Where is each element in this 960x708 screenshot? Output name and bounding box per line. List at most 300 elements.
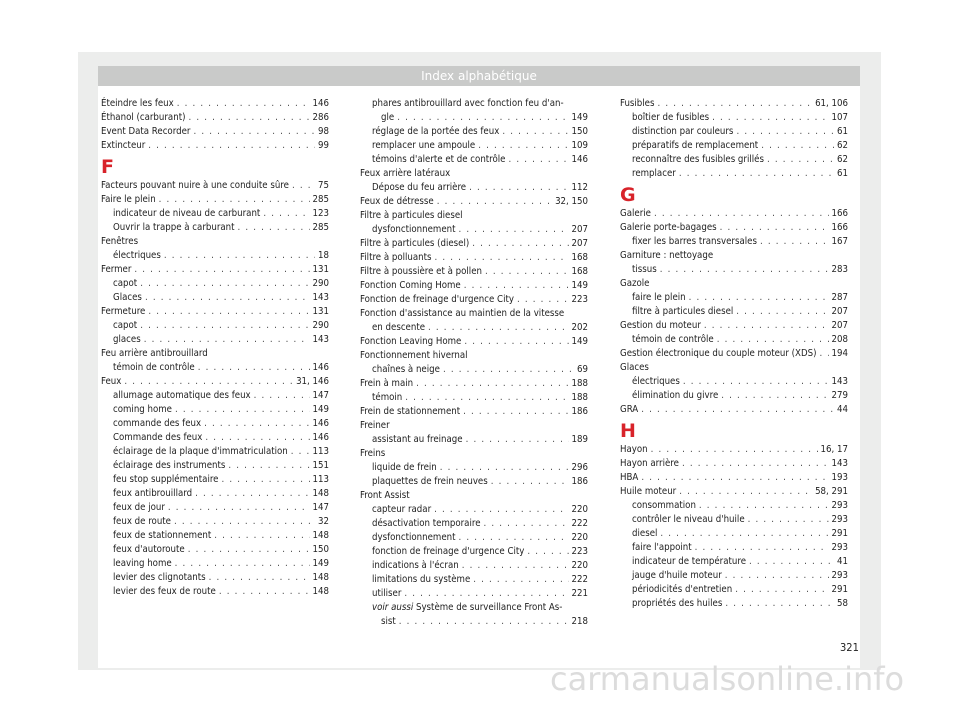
index-entry [101, 263, 329, 277]
index-entry [360, 181, 588, 195]
index-entry-term: Filtre à particules (diesel) [360, 238, 470, 249]
index-entry-page[interactable]: 207 [831, 320, 848, 331]
index-entry-page[interactable]: 279 [831, 390, 848, 401]
index-entry-page[interactable]: 75 [318, 180, 329, 191]
index-entry-term: Ouvrir la trappe à carburant [113, 222, 235, 233]
index-entry-leader [736, 305, 828, 319]
index-entry-term: Filtre à poussière et à pollen [360, 266, 482, 277]
index-entry-term: reconnaître des fusibles grillés [632, 154, 764, 165]
index-entry-leader [416, 377, 568, 391]
index-entry-leader [463, 405, 568, 419]
index-entry-term: Dépose du feu arrière [372, 182, 467, 193]
index-entry [360, 279, 588, 293]
index-entry [360, 209, 588, 223]
index-entry-term: capteur radar [372, 504, 432, 515]
index-entry [101, 125, 329, 139]
index-entry [101, 375, 329, 389]
index-entry-page[interactable]: 222 [571, 518, 588, 529]
index-entry-page[interactable]: 202 [571, 322, 588, 333]
index-entry-term: Glaces [620, 362, 649, 373]
index-entry-page[interactable]: 149 [312, 558, 329, 569]
index-entry-term: Freins [360, 448, 386, 459]
index-entry [360, 363, 588, 377]
index-entry-term: périodicités d'entretien [632, 584, 733, 595]
index-entry-leader [704, 319, 829, 333]
index-entry-page[interactable]: 148 [312, 530, 329, 541]
index-entry [620, 499, 848, 513]
index-column-1 [101, 97, 329, 599]
index-entry-leader [749, 555, 834, 569]
index-entry-leader [725, 597, 834, 611]
index-entry [101, 417, 329, 431]
index-entry-term: feux antibrouillard [113, 488, 193, 499]
index-entry-page[interactable]: 223 [571, 294, 588, 305]
index-entry-page[interactable]: 41 [837, 556, 848, 567]
index-entry-leader [228, 459, 309, 473]
index-entry [620, 513, 848, 527]
index-entry-page[interactable]: 168 [571, 252, 588, 263]
index-entry-page[interactable]: 285 [312, 194, 329, 205]
index-entry-term: commande des feux [113, 418, 202, 429]
index-entry [101, 445, 329, 459]
index-entry-page[interactable]: 146 [312, 98, 329, 109]
index-entry-leader [399, 615, 569, 629]
index-entry-term: liquide de frein [372, 462, 437, 473]
index-entry-page[interactable]: 113 [312, 446, 329, 457]
index-entry-page[interactable]: 99 [318, 140, 329, 151]
index-entry-term: désactivation temporaire [372, 518, 481, 529]
index-entry-page[interactable]: 149 [312, 404, 329, 415]
index-entry-term: Frein à main [360, 378, 414, 389]
index-entry [101, 585, 329, 599]
index-entry [620, 583, 848, 597]
index-entry-page[interactable]: 166 [831, 208, 848, 219]
index-entry [360, 265, 588, 279]
index-entry-term: gle [381, 112, 395, 123]
index-entry-term: électriques [632, 376, 680, 387]
index-entry-leader [238, 221, 310, 235]
index-entry-leader [679, 167, 834, 181]
index-entry [101, 207, 329, 221]
index-entry-page[interactable]: 194 [831, 348, 848, 359]
index-entry-page[interactable]: 188 [571, 392, 588, 403]
index-entry-page[interactable]: 113 [312, 474, 329, 485]
index-entry-leader [517, 293, 569, 307]
index-entry [360, 489, 588, 503]
index-entry [360, 405, 588, 419]
index-entry [360, 531, 588, 545]
index-entry-leader [654, 207, 829, 221]
index-entry-leader [148, 139, 315, 153]
index-entry-term: Hayon arrière [620, 458, 679, 469]
index-entry-page[interactable]: 189 [571, 434, 588, 445]
index-entry-term: GRA [620, 404, 639, 415]
index-entry-leader [219, 585, 310, 599]
index-entry-term: contrôler le niveau d'huile [632, 514, 745, 525]
index-entry-page[interactable]: 147 [312, 502, 329, 513]
index-entry [360, 111, 588, 125]
index-entry-term: Event Data Recorder [101, 126, 191, 137]
index-entry-term: coming home [113, 404, 172, 415]
index-entry-term: feux de route [113, 516, 171, 527]
index-entry-term: Commande des feux [113, 432, 203, 443]
index-entry [620, 471, 848, 485]
index-entry-leader [174, 515, 315, 529]
index-entry-page[interactable]: 291 [831, 528, 848, 539]
index-entry [360, 321, 588, 335]
index-entry-term: dysfonctionnement [372, 532, 456, 543]
index-entry-leader [145, 291, 310, 305]
index-entry [360, 601, 588, 615]
index-entry [620, 221, 848, 235]
index-entry-term: tissus [632, 264, 657, 275]
index-entry-leader [175, 403, 310, 417]
index-entry-term: Fonction d'assistance au maintien de la vitesse [360, 308, 565, 319]
index-entry [620, 361, 848, 375]
index-column-3 [620, 97, 848, 611]
index-entry-page[interactable]: 207 [831, 306, 848, 317]
index-entry [620, 443, 848, 457]
index-entry-leader [204, 417, 309, 431]
index-section-letter: F [101, 156, 114, 178]
index-entry-leader [144, 333, 310, 347]
index-entry [101, 389, 329, 403]
index-entry [101, 557, 329, 571]
index-entry [101, 277, 329, 291]
watermark: carmanualsonline.info [550, 660, 905, 698]
index-entry-term: Faire le plein [101, 194, 156, 205]
index-entry-leader [164, 249, 315, 263]
index-entry-page[interactable]: 218 [571, 616, 588, 627]
index-entry-leader [205, 431, 309, 445]
index-entry-term: Filtre à polluants [360, 252, 432, 263]
index-entry-term: Gazole [620, 278, 650, 289]
index-entry-term: HBA [620, 472, 639, 483]
index-entry-page[interactable]: 291 [831, 584, 848, 595]
index-entry-page[interactable]: 146 [312, 432, 329, 443]
index-entry-page[interactable]: 146 [312, 362, 329, 373]
index-entry-leader [660, 263, 829, 277]
index-entry-leader [134, 263, 309, 277]
index-entry-leader [464, 335, 568, 349]
index-entry [360, 419, 588, 433]
index-entry-page[interactable]: 58 [837, 598, 848, 609]
index-entry-page[interactable]: 131 [312, 306, 329, 317]
index-entry-leader [443, 363, 574, 377]
index-entry-page[interactable]: 220 [571, 504, 588, 515]
index-entry-leader [195, 487, 309, 501]
index-entry-term: fixer les barres transversales [632, 236, 757, 247]
index-entry-term: levier des clignotants [113, 572, 206, 583]
index-entry-page[interactable]: 151 [312, 460, 329, 471]
index-entry-page[interactable]: 293 [831, 514, 848, 525]
index-entry-term: Galerie porte-bagages [620, 222, 717, 233]
index-entry [101, 291, 329, 305]
index-entry-page[interactable]: 44 [837, 404, 848, 415]
index-entry-leader [736, 125, 834, 139]
index-entry-term: Fonction de freinage d'urgence City [360, 294, 514, 305]
index-entry-leader [177, 97, 310, 111]
index-entry-page[interactable]: 168 [571, 266, 588, 277]
index-entry-term: Gestion électronique du couple moteur (XDS) [620, 348, 817, 359]
index-entry [360, 139, 588, 153]
index-entry-term: électriques [113, 250, 161, 261]
index-entry-page[interactable]: 193 [831, 472, 848, 483]
index-entry [620, 305, 848, 319]
index-entry-leader [124, 375, 293, 389]
index-entry-leader [214, 529, 309, 543]
index-entry-term: élimination du givre [632, 390, 719, 401]
index-entry-leader [434, 503, 568, 517]
index-entry-page[interactable]: 109 [571, 140, 588, 151]
index-entry-leader [188, 111, 309, 125]
index-entry-term: assistant au freinage [372, 434, 463, 445]
index-entry-page[interactable]: 98 [318, 126, 329, 137]
index-entry-term: utiliser [372, 588, 402, 599]
index-entry-page[interactable]: 112 [571, 182, 588, 193]
index-entry [620, 207, 848, 221]
index-entry-page[interactable]: 286 [312, 112, 329, 123]
index-entry-page[interactable]: 283 [831, 264, 848, 275]
index-entry-page[interactable]: 208 [831, 334, 848, 345]
index-entry-page[interactable]: 207 [571, 238, 588, 249]
index-entry-leader [641, 471, 828, 485]
index-section-letter: G [620, 184, 636, 206]
index-entry [101, 473, 329, 487]
index-entry-term: préparatifs de remplacement [632, 140, 759, 151]
index-entry-leader [679, 485, 812, 499]
index-entry-page[interactable]: 296 [571, 462, 588, 473]
index-entry-page[interactable]: 148 [312, 572, 329, 583]
index-entry [360, 195, 588, 209]
index-entry-leader [712, 111, 828, 125]
index-entry-leader [198, 361, 310, 375]
index-entry [101, 515, 329, 529]
index-entry [360, 433, 588, 447]
index-entry-page[interactable]: 293 [831, 500, 848, 511]
index-entry-term: capot [113, 320, 138, 331]
index-entry [101, 361, 329, 375]
index-entry-page[interactable]: 220 [571, 560, 588, 571]
index-entry-page[interactable]: 222 [571, 574, 588, 585]
index-entry [360, 223, 588, 237]
index-entry-leader [721, 389, 828, 403]
index-entry-term: faire le plein [632, 292, 686, 303]
index-entry-term: diesel [632, 528, 658, 539]
index-entry-term: Freiner [360, 420, 390, 431]
index-entry-page[interactable]: 149 [571, 336, 588, 347]
index-entry-page[interactable]: 186 [571, 406, 588, 417]
index-entry-page[interactable]: 188 [571, 378, 588, 389]
index-entry-page[interactable]: 61 [837, 126, 848, 137]
index-entry-term: Fonction Leaving Home [360, 336, 462, 347]
index-entry-leader [699, 499, 829, 513]
index-entry-leader [459, 531, 569, 545]
index-entry-term: remplacer [632, 168, 676, 179]
index-entry-page[interactable]: 69 [577, 364, 588, 375]
index-entry-leader [641, 403, 834, 417]
index-entry-term: voir aussi Système de surveillance Front As- [372, 602, 563, 613]
index-entry-term: feu stop supplémentaire [113, 474, 219, 485]
index-entry [101, 139, 329, 153]
index-entry-page[interactable]: 32 [318, 516, 329, 527]
index-entry-term: chaînes à neige [372, 364, 440, 375]
index-entry-page[interactable]: 131 [312, 264, 329, 275]
index-entry [101, 431, 329, 445]
index-entry-term: indicateur de température [632, 556, 747, 567]
index-entry-page[interactable]: 150 [571, 126, 588, 137]
index-entry-leader [193, 125, 315, 139]
index-entry [620, 249, 848, 263]
index-entry-page[interactable]: 290 [312, 320, 329, 331]
index-entry [360, 573, 588, 587]
index-entry [360, 517, 588, 531]
index-entry-leader [159, 193, 310, 207]
index-entry-page[interactable]: 107 [831, 112, 848, 123]
index-entry-page[interactable]: 143 [831, 376, 848, 387]
index-entry-leader [462, 559, 569, 573]
index-entry-page[interactable]: 61, 106 [815, 98, 848, 109]
index-entry-leader [464, 279, 569, 293]
index-entry-term: propriétés des huiles [632, 598, 723, 609]
index-entry-term: boîtier de fusibles [632, 112, 710, 123]
index-entry-leader [254, 389, 310, 403]
index-entry-leader [469, 181, 568, 195]
index-entry-page[interactable]: 61 [837, 168, 848, 179]
index-entry-page[interactable]: 293 [831, 542, 848, 553]
index-entry-page[interactable]: 221 [571, 588, 588, 599]
index-entry-leader [527, 545, 568, 559]
index-entry [360, 153, 588, 167]
index-entry-term: Galerie [620, 208, 651, 219]
index-entry [620, 139, 848, 153]
index-entry [620, 111, 848, 125]
index-entry-page[interactable]: 186 [571, 476, 588, 487]
index-entry [360, 97, 588, 111]
index-entry-page[interactable]: 167 [831, 236, 848, 247]
index-entry-term: témoin de contrôle [632, 334, 714, 345]
index-entry-leader [485, 265, 569, 279]
index-entry [620, 569, 848, 583]
index-entry-page[interactable]: 146 [571, 154, 588, 165]
index-entry-term: témoin de contrôle [113, 362, 195, 373]
index-entry-leader [689, 291, 829, 305]
index-entry-page[interactable]: 58, 291 [815, 486, 848, 497]
index-entry [360, 237, 588, 251]
index-entry-term: fonction de freinage d'urgence City [372, 546, 525, 557]
index-entry-leader [651, 443, 818, 457]
index-entry-page[interactable]: 148 [312, 586, 329, 597]
index-entry-page[interactable]: 149 [571, 112, 588, 123]
index-entry [620, 125, 848, 139]
index-entry-page[interactable]: 16, 17 [820, 444, 848, 455]
index-entry [360, 293, 588, 307]
index-entry-term: Feux [101, 376, 122, 387]
index-entry-leader [509, 153, 569, 167]
index-entry-term: leaving home [113, 558, 172, 569]
index-entry-term: en descente [372, 322, 426, 333]
index-entry-leader [291, 445, 310, 459]
index-entry-leader [472, 237, 568, 251]
index-entry-term: plaquettes de frein neuves [372, 476, 488, 487]
index-entry [360, 167, 588, 181]
index-entry-leader [168, 501, 310, 515]
index-entry-page[interactable]: 207 [571, 224, 588, 235]
index-entry-page[interactable]: 287 [831, 292, 848, 303]
index-entry-page[interactable]: 148 [312, 488, 329, 499]
index-entry-term: indicateur de niveau de carburant [113, 208, 261, 219]
index-entry-page[interactable]: 62 [837, 140, 848, 151]
index-entry [101, 221, 329, 235]
index-entry-leader [682, 457, 829, 471]
index-entry-leader [222, 473, 310, 487]
index-entry-term: Gestion du moteur [620, 320, 701, 331]
index-entry-page[interactable]: 220 [571, 532, 588, 543]
index-entry-leader [292, 179, 315, 193]
index-entry-term: feux de stationnement [113, 530, 212, 541]
index-entry [620, 333, 848, 347]
index-entry [620, 277, 848, 291]
index-entry-term: levier des feux de route [113, 586, 216, 597]
index-entry [101, 543, 329, 557]
index-entry-page[interactable]: 149 [571, 280, 588, 291]
page-number: 321 [840, 641, 859, 654]
index-entry-leader [263, 207, 309, 221]
index-entry-page[interactable]: 166 [831, 222, 848, 233]
index-entry-page[interactable]: 123 [312, 208, 329, 219]
index-entry-page[interactable]: 143 [831, 458, 848, 469]
index-entry-page[interactable]: 285 [312, 222, 329, 233]
index-entry-leader [148, 305, 309, 319]
index-entry-page[interactable]: 146 [312, 418, 329, 429]
index-entry [360, 251, 588, 265]
index-entry-term: Facteurs pouvant nuire à une conduite sûre [101, 180, 289, 191]
index-entry [620, 235, 848, 249]
index-entry-page[interactable]: 143 [312, 292, 329, 303]
index-entry [101, 111, 329, 125]
index-entry [101, 347, 329, 361]
index-entry-page[interactable]: 293 [831, 570, 848, 581]
index-entry-page[interactable]: 62 [837, 154, 848, 165]
index-entry [360, 545, 588, 559]
index-entry-leader [478, 139, 568, 153]
index-entry [620, 597, 848, 611]
index-entry-term: Feux arrière latéraux [360, 168, 451, 179]
index-entry-leader [140, 277, 309, 291]
index-entry-page[interactable]: 143 [312, 334, 329, 345]
index-entry-page[interactable]: 290 [312, 278, 329, 289]
index-entry-leader [405, 391, 568, 405]
index-entry-leader [761, 139, 834, 153]
index-entry [620, 485, 848, 499]
index-entry-leader [404, 587, 568, 601]
index-entry [620, 167, 848, 181]
index-entry-page[interactable]: 31, 146 [296, 376, 329, 387]
index-entry-term: limitations du système [372, 574, 471, 585]
index-entry-page[interactable]: 147 [312, 390, 329, 401]
index-entry-page[interactable]: 223 [571, 546, 588, 557]
index-entry-leader [502, 125, 568, 139]
index-entry-page[interactable]: 150 [312, 544, 329, 555]
index-entry-term: témoins d'alerte et de contrôle [372, 154, 506, 165]
index-entry-term: jauge d'huile moteur [632, 570, 722, 581]
index-entry-term: Feu arrière antibrouillard [101, 348, 208, 359]
index-entry-page[interactable]: 18 [318, 250, 329, 261]
index-entry-leader [695, 541, 829, 555]
index-entry-page[interactable]: 32, 150 [555, 196, 588, 207]
index-entry [620, 153, 848, 167]
index-entry-term: feux de jour [113, 502, 165, 513]
